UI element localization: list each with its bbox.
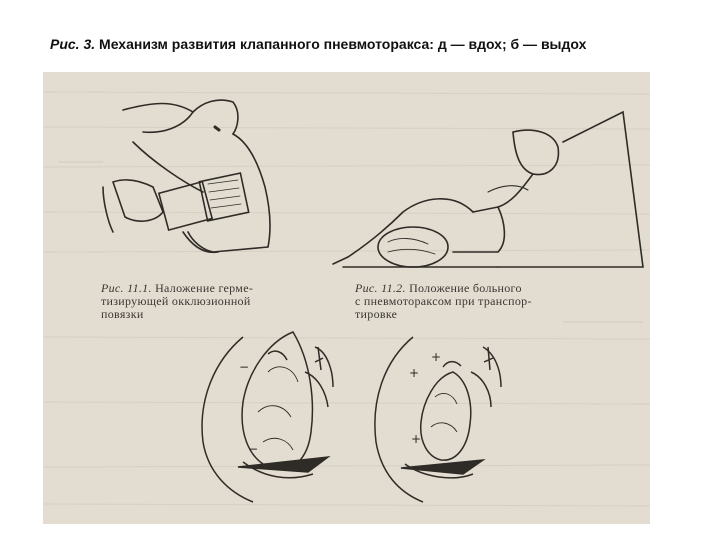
plus-sign: + [409, 366, 420, 380]
figure-1-text-line2: тизирующей окклюзионной [101, 294, 251, 308]
minus-sign: − [239, 360, 250, 374]
plus-sign: + [411, 432, 422, 446]
caption-lead: Рис. 3. [50, 36, 96, 52]
lung-diagram-inspiration [202, 332, 333, 502]
figure-2-text-line1: Положение больного [409, 281, 522, 295]
figure-2-text-line3: тировке [355, 307, 398, 321]
illustration-occlusive-dressing [103, 100, 270, 252]
scanned-page-image [43, 72, 650, 524]
figure-2-number: Рис. 11.2. [355, 281, 406, 295]
figure-caption [50, 36, 690, 52]
figure-2-text-line2: с пневмотораксом при транспор- [355, 294, 532, 308]
minus-sign: − [248, 442, 259, 456]
figure-1-text-line3: повязки [101, 307, 144, 321]
figure-1-text-line1: Наложение герме- [155, 281, 254, 295]
figure-label-2 [355, 282, 605, 321]
illustration-patient-position [333, 112, 643, 267]
figure-label-1 [101, 282, 331, 321]
figure-1-number: Рис. 11.1. [101, 281, 152, 295]
caption-text: Механизм развития клапанного пневмоторакса: д — вдох; б — выдох [99, 36, 587, 52]
plus-sign: + [431, 350, 442, 364]
